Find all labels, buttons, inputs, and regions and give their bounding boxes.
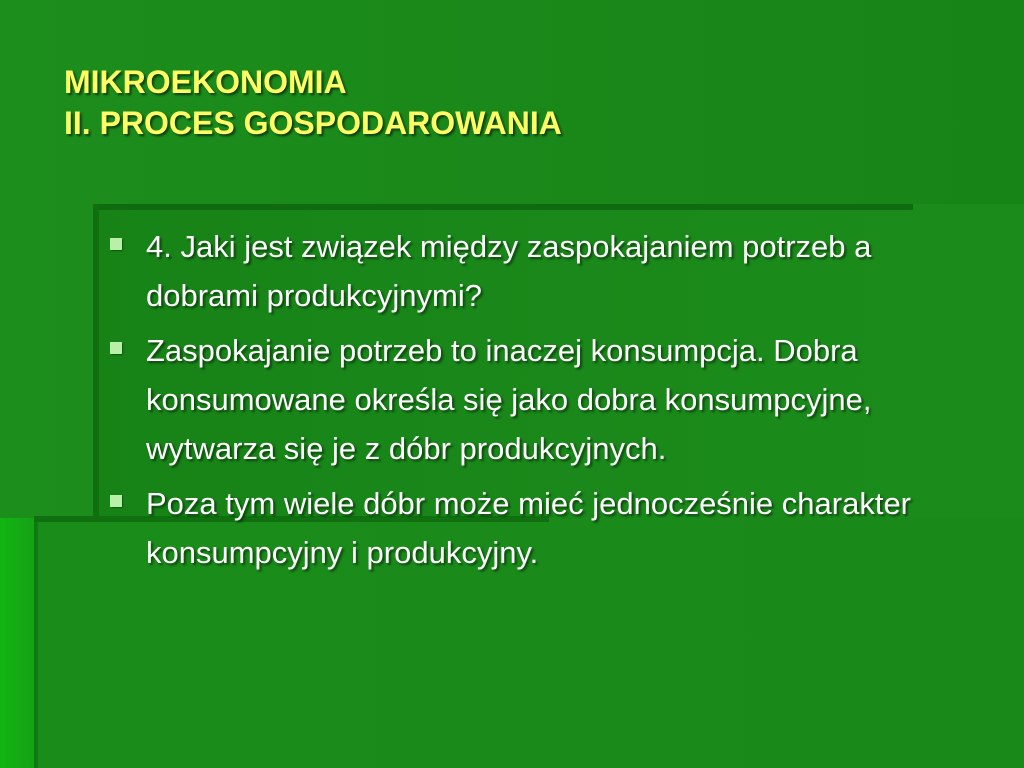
decorative-left-strip-edge — [34, 518, 38, 768]
bullet-text: Poza tym wiele dóbr może mieć jednocześnie charakter konsumpcyjny i produkcyjny. — [146, 486, 912, 570]
decorative-edge-upper-left — [93, 204, 99, 520]
decorative-left-strip — [0, 518, 36, 768]
bullet-item-question — [104, 222, 984, 320]
bullet-list — [104, 222, 984, 583]
bullet-text: 4. Jaki jest związek między zaspokajaniem potrzeb a dobrami produkcyjnymi? — [146, 229, 872, 313]
decorative-edge-upper-top — [93, 204, 913, 210]
square-bullet-icon — [110, 238, 122, 250]
title-line-1: MIKROEKONOMIA — [64, 64, 347, 100]
bullet-item-dual-character — [104, 479, 984, 577]
title-line-2: II. PROCES GOSPODAROWANIA — [64, 105, 562, 141]
bullet-item-consumption — [104, 326, 984, 473]
bullet-text: Zaspokajanie potrzeb to inaczej konsumpcja. Dobra konsumowane określa się jako dobra konsumpcyjne, wytwarza się je z dóbr produkcyjnych. — [146, 333, 872, 466]
slide-title — [64, 62, 964, 144]
square-bullet-icon — [110, 495, 122, 507]
square-bullet-icon — [110, 342, 122, 354]
